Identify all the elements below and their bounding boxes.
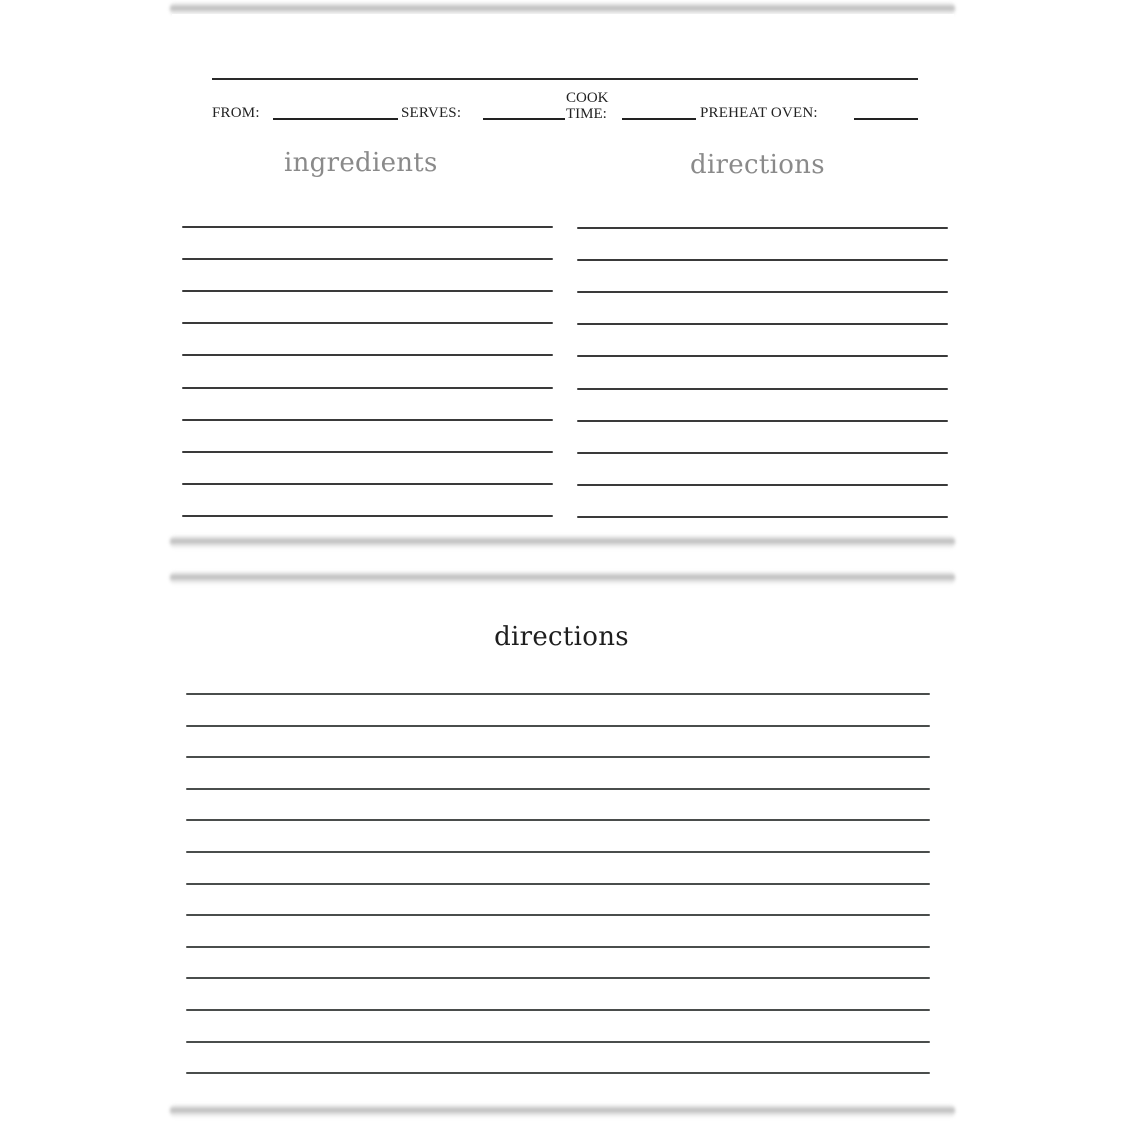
direction-line[interactable] [577, 452, 948, 454]
back-direction-line[interactable] [186, 725, 930, 727]
direction-line[interactable] [577, 291, 948, 293]
back-direction-line[interactable] [186, 977, 930, 979]
card-bottom-bottom-shadow [170, 1104, 955, 1118]
ingredients-heading: ingredients [284, 148, 438, 178]
ingredient-line[interactable] [182, 354, 553, 356]
preheat-oven-field[interactable] [854, 118, 918, 120]
back-direction-line[interactable] [186, 914, 930, 916]
directions-heading: directions [690, 150, 825, 180]
ingredient-line[interactable] [182, 515, 553, 517]
ingredient-line[interactable] [182, 290, 553, 292]
ingredient-line[interactable] [182, 451, 553, 453]
direction-line[interactable] [577, 227, 948, 229]
back-direction-line[interactable] [186, 756, 930, 758]
cook-label-bottom: TIME: [566, 106, 607, 122]
direction-line[interactable] [577, 323, 948, 325]
cook-label-top: COOK [566, 90, 609, 106]
recipe-title-line[interactable] [212, 78, 918, 80]
direction-line[interactable] [577, 259, 948, 261]
ingredient-line[interactable] [182, 258, 553, 260]
back-direction-line[interactable] [186, 1072, 930, 1074]
recipe-card-front [172, 14, 954, 536]
ingredient-line[interactable] [182, 322, 553, 324]
back-direction-line[interactable] [186, 946, 930, 948]
cook-time-field[interactable] [622, 118, 696, 120]
serves-field[interactable] [483, 118, 565, 120]
serves-label: SERVES: [401, 105, 462, 121]
back-direction-line[interactable] [186, 788, 930, 790]
back-direction-line[interactable] [186, 693, 930, 695]
ingredient-line[interactable] [182, 226, 553, 228]
back-direction-line[interactable] [186, 883, 930, 885]
ingredient-line[interactable] [182, 387, 553, 389]
back-direction-line[interactable] [186, 1041, 930, 1043]
ingredient-line[interactable] [182, 419, 553, 421]
back-direction-line[interactable] [186, 1009, 930, 1011]
from-field[interactable] [273, 118, 398, 120]
direction-line[interactable] [577, 516, 948, 518]
recipe-meta-row [212, 86, 920, 122]
direction-line[interactable] [577, 388, 948, 390]
back-direction-line[interactable] [186, 851, 930, 853]
back-directions-heading: directions [494, 622, 629, 652]
direction-line[interactable] [577, 484, 948, 486]
direction-line[interactable] [577, 355, 948, 357]
ingredient-line[interactable] [182, 483, 553, 485]
preheat-oven-label: PREHEAT OVEN: [700, 105, 818, 121]
direction-line[interactable] [577, 420, 948, 422]
card-bottom-edge-shadow [170, 571, 955, 585]
back-direction-line[interactable] [186, 819, 930, 821]
from-label: FROM: [212, 105, 260, 121]
cook-time-label [566, 90, 609, 122]
card-top-bottom-shadow [170, 535, 955, 549]
